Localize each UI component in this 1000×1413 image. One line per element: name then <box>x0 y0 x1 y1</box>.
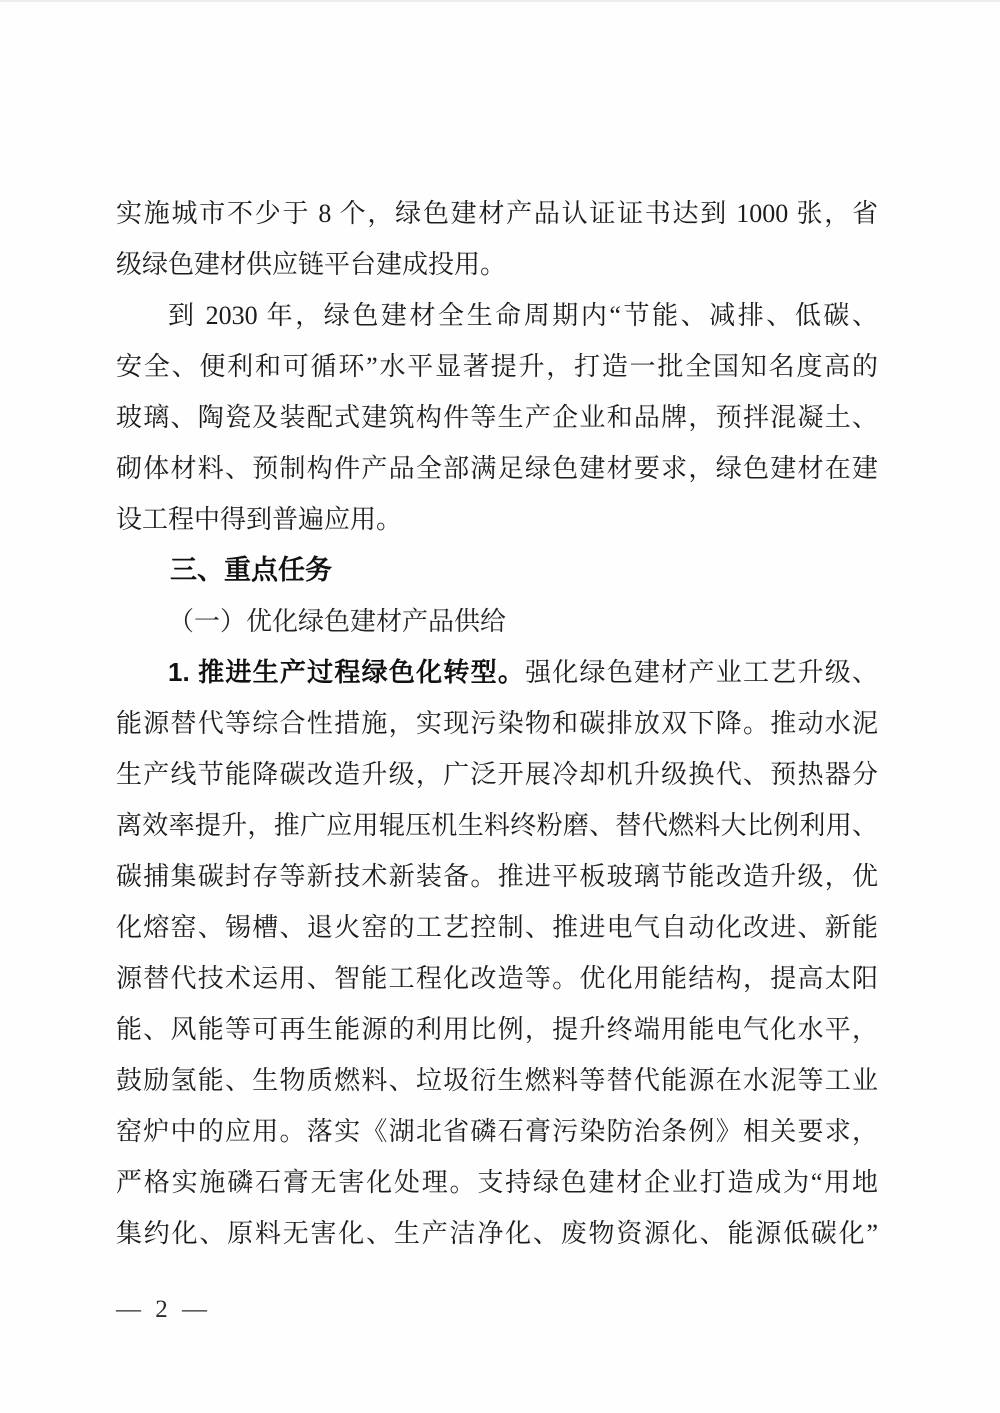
text-run: 强化绿色建材产业工艺升级、 <box>525 658 878 687</box>
text-line: 级绿色建材供应链平台建成投用。 <box>116 250 507 279</box>
page-top-edge <box>0 0 1000 2</box>
text-line: 源替代技术运用、智能工程化改造等。优化用能结构，提高太阳 <box>116 964 878 993</box>
text-block <box>116 188 878 1259</box>
subsection-heading: （一）优化绿色建材产品供给 <box>168 607 507 636</box>
text-line: 实施城市不少于 8 个，绿色建材产品认证证书达到 1000 张，省 <box>116 199 878 228</box>
bold-run: 1. 推进生产过程绿色化转型。 <box>168 657 526 687</box>
text-line: 能、风能等可再生能源的利用比例，提升终端用能电气化水平， <box>116 1015 878 1044</box>
section-heading: 三、重点任务 <box>170 555 332 585</box>
text-line: 窑炉中的应用。落实《湖北省磷石膏污染防治条例》相关要求， <box>116 1117 878 1146</box>
text-line: 到 2030 年，绿色建材全生命周期内“节能、减排、低碳、 <box>168 301 878 330</box>
text-line: 生产线节能降碳改造升级，广泛开展冷却机升级换代、预热器分 <box>116 760 878 789</box>
text-line: 能源替代等综合性措施，实现污染物和碳排放双下降。推动水泥 <box>116 709 878 738</box>
text-line: 砌体材料、预制构件产品全部满足绿色建材要求，绿色建材在建 <box>116 454 878 483</box>
text-line: 化熔窑、锡槽、退火窑的工艺控制、推进电气自动化改进、新能 <box>116 913 878 942</box>
text-line: 集约化、原料无害化、生产洁净化、废物资源化、能源低碳化” <box>116 1219 878 1248</box>
text-line: 碳捕集碳封存等新技术新装备。推进平板玻璃节能改造升级，优 <box>116 862 878 891</box>
page-number: — 2 — <box>116 1296 211 1323</box>
text-line <box>116 647 878 698</box>
text-line: 严格实施磷石膏无害化处理。支持绿色建材企业打造成为“用地 <box>116 1168 878 1197</box>
text-line: 离效率提升，推广应用辊压机生料终粉磨、替代燃料大比例利用、 <box>116 811 878 840</box>
text-line: 设工程中得到普遍应用。 <box>116 505 403 534</box>
text-line: 鼓励氢能、生物质燃料、垃圾衍生燃料等替代能源在水泥等工业 <box>116 1066 878 1095</box>
text-line: 安全、便利和可循环”水平显著提升，打造一批全国知名度高的 <box>116 352 878 381</box>
text-line: 玻璃、陶瓷及装配式建筑构件等生产企业和品牌，预拌混凝土、 <box>116 403 878 432</box>
